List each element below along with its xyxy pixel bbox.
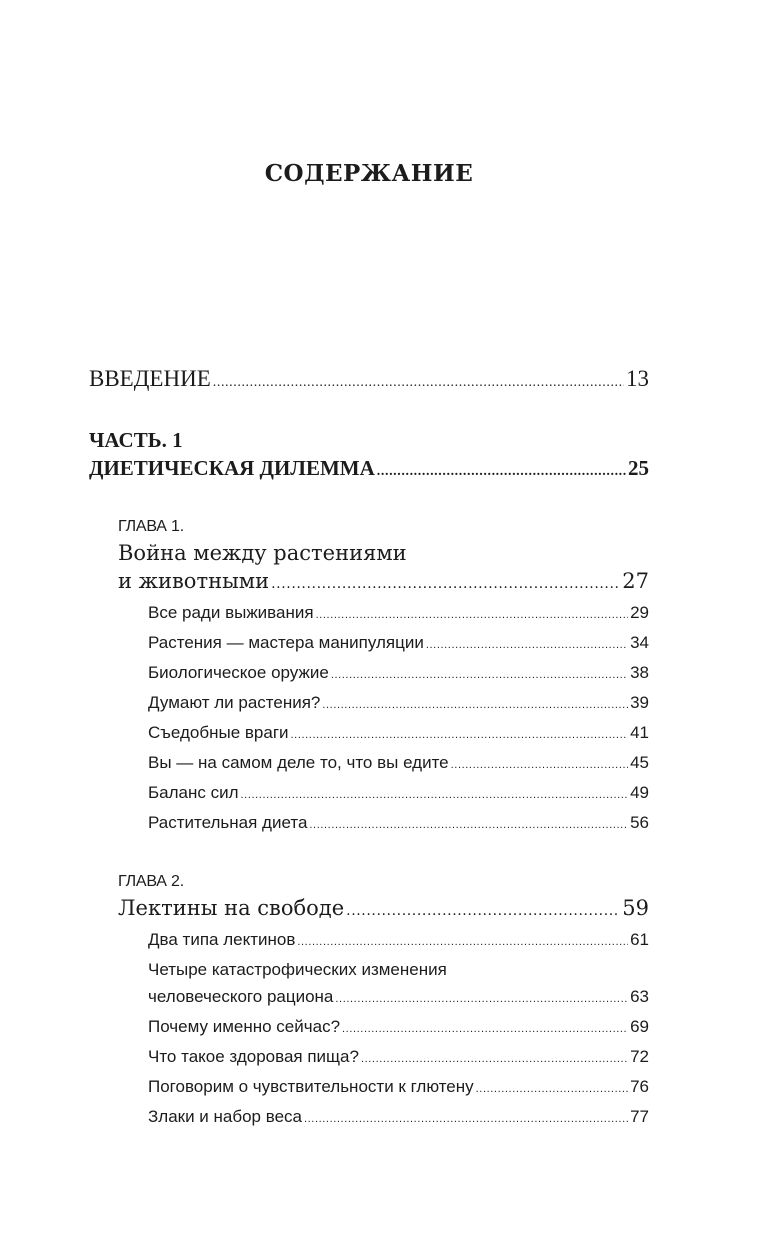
- entry-title: и животными: [118, 569, 270, 593]
- dot-leader: [271, 576, 620, 592]
- dot-leader: [213, 375, 624, 391]
- toc-entry-section[interactable]: [148, 1077, 649, 1097]
- entry-page: 49: [630, 783, 649, 802]
- dot-leader: [335, 993, 628, 1005]
- dot-leader: [241, 789, 629, 801]
- toc-entry-section[interactable]: [148, 603, 649, 623]
- entry-page: 76: [630, 1077, 649, 1096]
- toc-entry-section[interactable]: [148, 930, 649, 950]
- entry-title: Баланс сил: [148, 783, 239, 802]
- toc-entry-section[interactable]: [148, 1017, 649, 1037]
- page-title: СОДЕРЖАНИЕ: [264, 160, 474, 187]
- entry-title: Вы — на самом деле то, что вы едите: [148, 753, 449, 772]
- entry-page: 45: [630, 753, 649, 772]
- dot-leader: [451, 759, 628, 771]
- entry-page: 25: [628, 456, 649, 480]
- entry-page: 72: [630, 1047, 649, 1066]
- dot-leader: [322, 699, 628, 711]
- dot-leader: [476, 1083, 628, 1095]
- entry-title: Все ради выживания: [148, 603, 314, 622]
- entry-page: 27: [622, 569, 649, 593]
- entry-page: 13: [626, 366, 649, 391]
- entry-title: ВВЕДЕНИЕ: [89, 366, 211, 391]
- toc-entry-section[interactable]: [148, 987, 649, 1007]
- toc-entry-section[interactable]: [148, 753, 649, 773]
- entry-page: 56: [630, 813, 649, 832]
- toc-entry-chapter2[interactable]: [118, 896, 649, 920]
- dot-leader: [291, 729, 629, 741]
- toc-entry-section[interactable]: [148, 813, 649, 833]
- dot-leader: [309, 819, 628, 831]
- toc-entry-section[interactable]: [148, 1107, 649, 1127]
- entry-title: Почему именно сейчас?: [148, 1017, 341, 1036]
- entry-title: Два типа лектинов: [148, 930, 296, 949]
- chapter-title-line: Война между растениями: [118, 541, 407, 565]
- toc-entry-part1[interactable]: [89, 456, 649, 481]
- dot-leader: [426, 639, 628, 651]
- entry-title: Растительная диета: [148, 813, 308, 832]
- chapter-label: ГЛАВА 2.: [118, 873, 184, 890]
- entry-title: Злаки и набор веса: [148, 1107, 302, 1126]
- entry-page: 59: [622, 896, 649, 920]
- toc-entry-chapter1[interactable]: [118, 569, 649, 593]
- part-label: ЧАСТЬ. 1: [89, 428, 183, 452]
- entry-title: Биологическое оружие: [148, 663, 329, 682]
- toc-entry-section[interactable]: [148, 723, 649, 743]
- dot-leader: [361, 1053, 628, 1065]
- toc-entry-section[interactable]: [148, 663, 649, 683]
- dot-leader: [342, 1023, 628, 1035]
- entry-page: 63: [630, 987, 649, 1006]
- entry-page: 69: [630, 1017, 649, 1036]
- entry-page: 77: [630, 1107, 649, 1126]
- toc-entry-section[interactable]: [148, 693, 649, 713]
- entry-title: ДИЕТИЧЕСКАЯ ДИЛЕММА: [89, 456, 375, 480]
- entry-title: Лектины на свободе: [118, 896, 345, 920]
- toc-entry-intro[interactable]: [89, 366, 649, 392]
- toc-entry-section[interactable]: [148, 1047, 649, 1067]
- dot-leader: [297, 936, 628, 948]
- dot-leader: [346, 903, 620, 919]
- entry-title: Думают ли растения?: [148, 693, 321, 712]
- entry-page: 41: [630, 723, 649, 742]
- toc-entry-section[interactable]: [148, 633, 649, 653]
- entry-page: 61: [630, 930, 649, 949]
- entry-page: 38: [630, 663, 649, 682]
- entry-page: 39: [630, 693, 649, 712]
- dot-leader: [316, 609, 629, 621]
- dot-leader: [331, 669, 628, 681]
- chapter-label: ГЛАВА 1.: [118, 518, 184, 535]
- dot-leader: [304, 1113, 628, 1125]
- entry-title: человеческого рациона: [148, 987, 334, 1006]
- entry-title: Поговорим о чувствительности к глютену: [148, 1077, 474, 1096]
- entry-title: Съедобные враги: [148, 723, 289, 742]
- entry-page: 29: [630, 603, 649, 622]
- entry-title: Что такое здоровая пища?: [148, 1047, 359, 1066]
- section-title-line: Четыре катастрофических изменения: [148, 960, 447, 979]
- entry-page: 34: [630, 633, 649, 652]
- toc-entry-section[interactable]: [148, 783, 649, 803]
- dot-leader: [377, 464, 626, 480]
- entry-title: Растения — мастера манипуляции: [148, 633, 424, 652]
